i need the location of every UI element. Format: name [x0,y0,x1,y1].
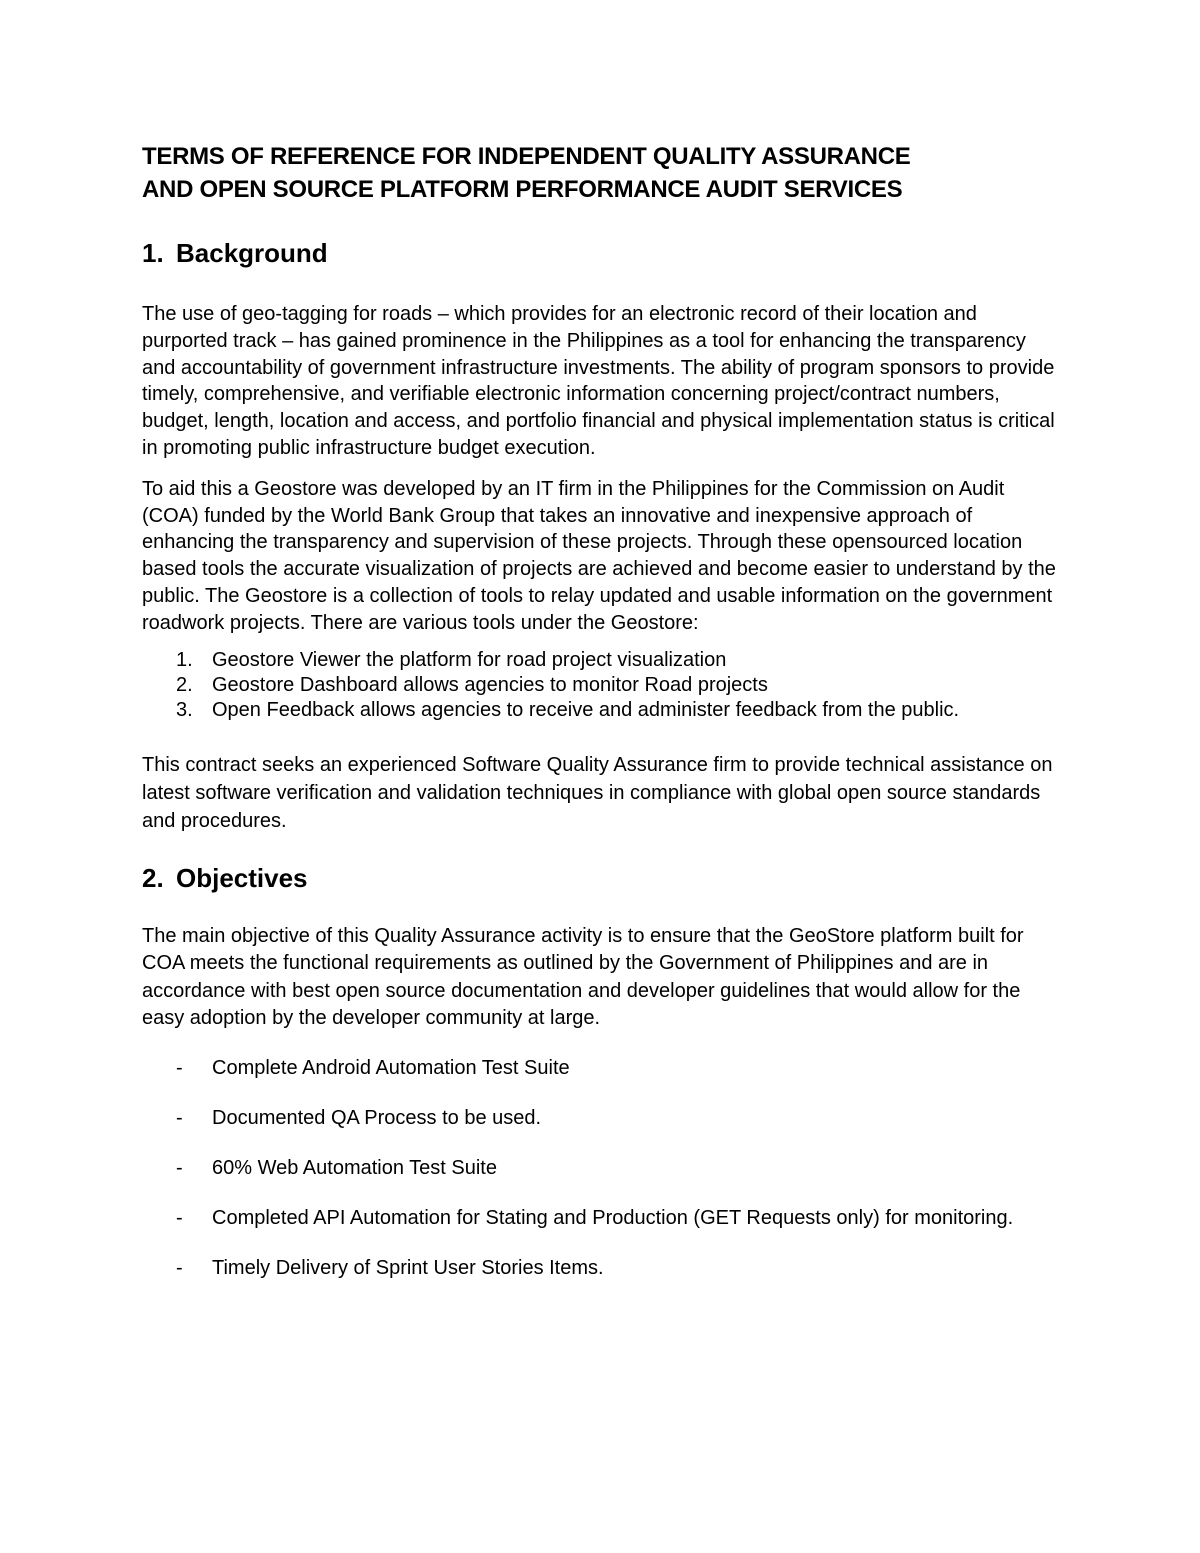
list-item-text: Completed API Automation for Stating and Production (GET Requests only) for monitoring. [212,1206,1014,1229]
section-heading-background [142,236,1062,270]
list-item [142,648,1062,673]
bullet-dash: - [176,1156,183,1179]
document-page [142,140,1062,1305]
bullet-dash: - [176,1206,183,1229]
list-item-number: 2. [176,673,193,696]
document-title-line-2: AND OPEN SOURCE PLATFORM PERFORMANCE AUDIT SERVICES [142,176,903,203]
list-item-text: Geostore Viewer the platform for road project visualization [212,648,727,671]
objectives-deliverables-list [142,1055,1062,1282]
section-heading-objectives [142,861,1062,895]
list-item [142,673,1062,698]
list-item [142,1055,1062,1082]
list-item-text: 60% Web Automation Test Suite [212,1156,497,1179]
list-item [142,1155,1062,1182]
section-number: 1. [142,238,164,268]
bullet-dash: - [176,1256,183,1279]
list-item [142,1105,1062,1132]
list-item [142,1205,1062,1232]
list-item-text: Open Feedback allows agencies to receive and administer feedback from the public. [212,698,960,721]
list-item-text: Complete Android Automation Test Suite [212,1056,570,1079]
section-number: 2. [142,862,164,893]
section-title: Background [176,238,328,268]
objectives-paragraph-1: The main objective of this Quality Assurance activity is to ensure that the GeoStore platform built for COA meets the functional requirements as outlined by the Government of Philippines and are in accordance with best open source documentation and developer guidelines that would allow for the easy adoption by the developer community at large. [142,924,1024,1030]
background-paragraph-1: The use of geo-tagging for roads – which provides for an electronic record of their location and purported track – has gained prominence in the Philippines as a tool for enhancing the transparency and accountability of government infrastructure investments. The ability of program sponsors to provide timely, comprehensive, and verifiable electronic information concerning project/contract numbers, budget, length, location and access, and portfolio financial and physical implementation status is critical in promoting public infrastructure budget execution. [142,303,1055,459]
background-paragraph-3: This contract seeks an experienced Software Quality Assurance firm to provide technical assistance on latest software verification and validation techniques in compliance with global open source standards and procedures. [142,753,1053,832]
document-title-line-1: TERMS OF REFERENCE FOR INDEPENDENT QUALITY ASSURANCE [142,143,911,170]
bullet-dash: - [176,1106,183,1129]
document-title [142,140,1062,206]
list-item-number: 3. [176,698,193,721]
list-item-text: Geostore Dashboard allows agencies to monitor Road projects [212,673,768,696]
list-item [142,1255,1062,1282]
list-item-text: Timely Delivery of Sprint User Stories Items. [212,1256,604,1279]
geostore-tools-list [142,648,1062,723]
section-title: Objectives [176,862,308,893]
list-item-text: Documented QA Process to be used. [212,1106,542,1129]
list-item [142,698,1062,723]
list-item-number: 1. [176,648,193,671]
background-paragraph-2: To aid this a Geostore was developed by an IT firm in the Philippines for the Commission on Audit (COA) funded by the World Bank Group that takes an innovative and inexpensive approach of enhancing the transparency and supervision of these projects. Through these opensourced location based tools the accurate visualization of projects are achieved and become easier to understand by the public. The Geostore is a collection of tools to relay updated and usable information on the government roadwork projects. There are various tools under the Geostore: [142,477,1056,634]
bullet-dash: - [176,1056,183,1079]
